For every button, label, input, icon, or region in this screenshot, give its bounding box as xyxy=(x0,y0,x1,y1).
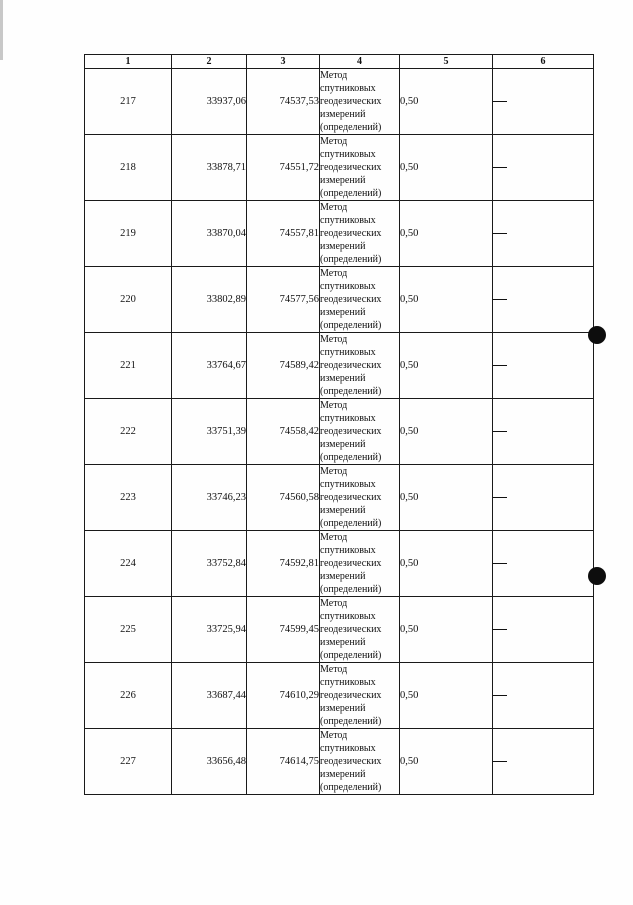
method-text-line: измерений xyxy=(320,769,366,780)
point-number: 219 xyxy=(85,201,172,267)
method-text-line: геодезических xyxy=(320,492,382,503)
header-cell-1: 1 xyxy=(85,55,172,69)
method-text-line: (определений) xyxy=(320,320,382,331)
method-text-line: измерений xyxy=(320,637,366,648)
table-body xyxy=(85,69,594,795)
em-dash-icon xyxy=(493,695,507,696)
table-row xyxy=(85,399,594,465)
coordinate-y: 74558,42 xyxy=(247,399,320,465)
method-text-line: геодезических xyxy=(320,162,382,173)
accuracy-value: 0,50 xyxy=(400,531,493,597)
note-cell xyxy=(493,465,594,531)
table-row xyxy=(85,531,594,597)
method-text-line: (определений) xyxy=(320,386,382,397)
point-number: 222 xyxy=(85,399,172,465)
em-dash-icon xyxy=(493,365,507,366)
method-text-line: геодезических xyxy=(320,624,382,635)
note-cell xyxy=(493,135,594,201)
method-cell xyxy=(320,531,400,597)
point-number: 220 xyxy=(85,267,172,333)
accuracy-value: 0,50 xyxy=(400,465,493,531)
table-header xyxy=(85,55,594,69)
method-text-line: спутниковых xyxy=(320,347,376,358)
point-number: 225 xyxy=(85,597,172,663)
coordinate-y: 74560,58 xyxy=(247,465,320,531)
method-text-line: измерений xyxy=(320,307,366,318)
em-dash-icon xyxy=(493,233,507,234)
method-text-line: спутниковых xyxy=(320,479,376,490)
em-dash-icon xyxy=(493,761,507,762)
table-row xyxy=(85,201,594,267)
em-dash-icon xyxy=(493,629,507,630)
em-dash-icon xyxy=(493,101,507,102)
coordinate-y: 74537,53 xyxy=(247,69,320,135)
scan-edge-mark xyxy=(0,0,3,60)
coordinate-x: 33878,71 xyxy=(172,135,247,201)
punch-hole-upper xyxy=(588,326,606,344)
header-row xyxy=(85,55,594,69)
point-number: 223 xyxy=(85,465,172,531)
accuracy-value: 0,50 xyxy=(400,597,493,663)
method-text-line: спутниковых xyxy=(320,149,376,160)
header-cell-6: 6 xyxy=(493,55,594,69)
method-text-line: Метод xyxy=(320,664,348,675)
method-text-line: геодезических xyxy=(320,360,382,371)
method-text-line: измерений xyxy=(320,175,366,186)
table-row xyxy=(85,597,594,663)
method-text-line: спутниковых xyxy=(320,83,376,94)
method-text-line: геодезических xyxy=(320,756,382,767)
method-cell xyxy=(320,201,400,267)
method-text-line: спутниковых xyxy=(320,413,376,424)
coordinate-y: 74577,56 xyxy=(247,267,320,333)
accuracy-value: 0,50 xyxy=(400,333,493,399)
coordinate-y: 74592,81 xyxy=(247,531,320,597)
method-cell xyxy=(320,69,400,135)
point-number: 227 xyxy=(85,729,172,795)
method-cell xyxy=(320,729,400,795)
coordinate-x: 33687,44 xyxy=(172,663,247,729)
note-cell xyxy=(493,267,594,333)
table-row xyxy=(85,135,594,201)
note-cell xyxy=(493,333,594,399)
coordinate-x: 33870,04 xyxy=(172,201,247,267)
note-cell xyxy=(493,201,594,267)
coordinate-x: 33725,94 xyxy=(172,597,247,663)
method-text-line: (определений) xyxy=(320,122,382,133)
header-cell-3: 3 xyxy=(247,55,320,69)
coordinate-y: 74557,81 xyxy=(247,201,320,267)
table-row xyxy=(85,333,594,399)
accuracy-value: 0,50 xyxy=(400,663,493,729)
point-number: 221 xyxy=(85,333,172,399)
note-cell xyxy=(493,663,594,729)
method-text-line: (определений) xyxy=(320,254,382,265)
method-text-line: измерений xyxy=(320,109,366,120)
method-text-line: (определений) xyxy=(320,716,382,727)
method-text-line: (определений) xyxy=(320,650,382,661)
method-text-line: геодезических xyxy=(320,558,382,569)
method-text-line: измерений xyxy=(320,505,366,516)
note-cell xyxy=(493,531,594,597)
accuracy-value: 0,50 xyxy=(400,201,493,267)
coordinate-x: 33752,84 xyxy=(172,531,247,597)
note-cell xyxy=(493,399,594,465)
coordinate-x: 33751,39 xyxy=(172,399,247,465)
method-text-line: спутниковых xyxy=(320,611,376,622)
method-text-line: Метод xyxy=(320,466,348,477)
header-cell-5: 5 xyxy=(400,55,493,69)
em-dash-icon xyxy=(493,497,507,498)
coordinate-y: 74614,75 xyxy=(247,729,320,795)
header-cell-4: 4 xyxy=(320,55,400,69)
method-text-line: Метод xyxy=(320,268,348,279)
method-text-line: Метод xyxy=(320,730,348,741)
coordinate-x: 33802,89 xyxy=(172,267,247,333)
method-text-line: спутниковых xyxy=(320,677,376,688)
method-text-line: (определений) xyxy=(320,518,382,529)
accuracy-value: 0,50 xyxy=(400,267,493,333)
coordinate-y: 74589,42 xyxy=(247,333,320,399)
method-text-line: измерений xyxy=(320,373,366,384)
point-number: 224 xyxy=(85,531,172,597)
method-text-line: спутниковых xyxy=(320,743,376,754)
method-cell xyxy=(320,663,400,729)
method-text-line: (определений) xyxy=(320,188,382,199)
coordinate-y: 74551,72 xyxy=(247,135,320,201)
table-row xyxy=(85,663,594,729)
method-text-line: Метод xyxy=(320,334,348,345)
method-text-line: спутниковых xyxy=(320,281,376,292)
table-row xyxy=(85,465,594,531)
accuracy-value: 0,50 xyxy=(400,399,493,465)
method-text-line: (определений) xyxy=(320,782,382,793)
method-text-line: измерений xyxy=(320,703,366,714)
note-cell xyxy=(493,69,594,135)
coordinate-x: 33746,23 xyxy=(172,465,247,531)
method-text-line: Метод xyxy=(320,202,348,213)
accuracy-value: 0,50 xyxy=(400,135,493,201)
method-text-line: Метод xyxy=(320,400,348,411)
method-cell xyxy=(320,399,400,465)
table-row xyxy=(85,69,594,135)
table-row xyxy=(85,729,594,795)
method-text-line: геодезических xyxy=(320,96,382,107)
point-number: 217 xyxy=(85,69,172,135)
method-text-line: измерений xyxy=(320,439,366,450)
method-text-line: Метод xyxy=(320,70,348,81)
method-text-line: Метод xyxy=(320,598,348,609)
method-text-line: измерений xyxy=(320,571,366,582)
method-text-line: геодезических xyxy=(320,690,382,701)
method-text-line: Метод xyxy=(320,136,348,147)
em-dash-icon xyxy=(493,431,507,432)
method-cell xyxy=(320,597,400,663)
method-text-line: геодезических xyxy=(320,426,382,437)
em-dash-icon xyxy=(493,167,507,168)
method-text-line: (определений) xyxy=(320,452,382,463)
coordinate-x: 33764,67 xyxy=(172,333,247,399)
em-dash-icon xyxy=(493,563,507,564)
note-cell xyxy=(493,729,594,795)
punch-hole-lower xyxy=(588,567,606,585)
method-cell xyxy=(320,333,400,399)
coordinate-x: 33656,48 xyxy=(172,729,247,795)
coordinate-x: 33937,06 xyxy=(172,69,247,135)
method-text-line: спутниковых xyxy=(320,545,376,556)
method-cell xyxy=(320,135,400,201)
method-text-line: геодезических xyxy=(320,228,382,239)
accuracy-value: 0,50 xyxy=(400,69,493,135)
coordinates-table xyxy=(84,54,594,795)
method-text-line: (определений) xyxy=(320,584,382,595)
header-cell-2: 2 xyxy=(172,55,247,69)
method-cell xyxy=(320,465,400,531)
method-text-line: Метод xyxy=(320,532,348,543)
method-text-line: измерений xyxy=(320,241,366,252)
method-text-line: геодезических xyxy=(320,294,382,305)
coordinate-y: 74610,29 xyxy=(247,663,320,729)
point-number: 226 xyxy=(85,663,172,729)
method-text-line: спутниковых xyxy=(320,215,376,226)
em-dash-icon xyxy=(493,299,507,300)
coordinate-y: 74599,45 xyxy=(247,597,320,663)
table-row xyxy=(85,267,594,333)
accuracy-value: 0,50 xyxy=(400,729,493,795)
note-cell xyxy=(493,597,594,663)
point-number: 218 xyxy=(85,135,172,201)
method-cell xyxy=(320,267,400,333)
